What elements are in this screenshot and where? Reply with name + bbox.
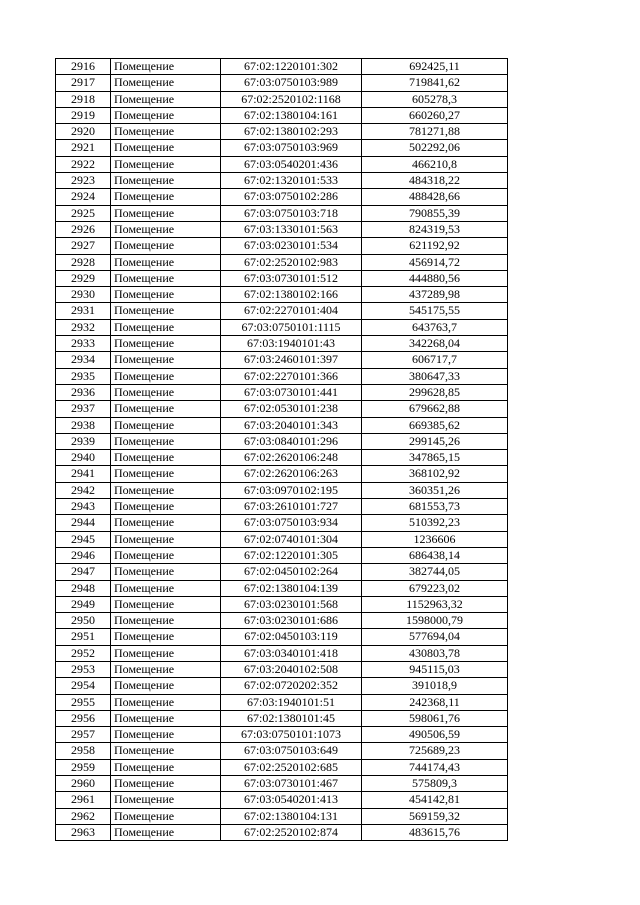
object-type-cell: Помещение [111, 319, 221, 335]
cadastral-number-cell: 67:02:2520102:685 [221, 759, 362, 775]
cadastral-number-cell: 67:03:0840101:296 [221, 433, 362, 449]
cadastral-number-cell: 67:02:1380102:293 [221, 124, 362, 140]
value-cell: 781271,88 [362, 124, 508, 140]
row-number-cell: 2959 [56, 759, 111, 775]
cadastral-number-cell: 67:02:0530101:238 [221, 401, 362, 417]
object-type-cell: Помещение [111, 466, 221, 482]
row-number-cell: 2928 [56, 254, 111, 270]
value-cell: 360351,26 [362, 482, 508, 498]
row-number-cell: 2950 [56, 613, 111, 629]
table-row [56, 710, 508, 726]
row-number-cell: 2925 [56, 205, 111, 221]
table-row [56, 694, 508, 710]
table-row [56, 759, 508, 775]
value-cell: 242368,11 [362, 694, 508, 710]
table-row [56, 776, 508, 792]
value-cell: 681553,73 [362, 499, 508, 515]
row-number-cell: 2940 [56, 450, 111, 466]
value-cell: 692425,11 [362, 59, 508, 75]
cadastral-number-cell: 67:03:0230101:534 [221, 238, 362, 254]
cadastral-number-cell: 67:03:2610101:727 [221, 499, 362, 515]
row-number-cell: 2962 [56, 808, 111, 824]
table-row [56, 613, 508, 629]
value-cell: 1152963,32 [362, 596, 508, 612]
row-number-cell: 2952 [56, 645, 111, 661]
object-type-cell: Помещение [111, 596, 221, 612]
value-cell: 510392,23 [362, 515, 508, 531]
cadastral-number-cell: 67:03:0540201:413 [221, 792, 362, 808]
table-row [56, 808, 508, 824]
object-type-cell: Помещение [111, 433, 221, 449]
value-cell: 483615,76 [362, 824, 508, 840]
object-type-cell: Помещение [111, 91, 221, 107]
table-row [56, 91, 508, 107]
value-cell: 945115,03 [362, 661, 508, 677]
table-row [56, 124, 508, 140]
value-cell: 790855,39 [362, 205, 508, 221]
object-type-cell: Помещение [111, 59, 221, 75]
cadastral-number-cell: 67:03:1940101:43 [221, 336, 362, 352]
row-number-cell: 2927 [56, 238, 111, 254]
value-cell: 437289,98 [362, 287, 508, 303]
value-cell: 679223,02 [362, 580, 508, 596]
cadastral-number-cell: 67:02:1320101:533 [221, 173, 362, 189]
value-cell: 490506,59 [362, 727, 508, 743]
cadastral-number-cell: 67:03:0750102:286 [221, 189, 362, 205]
object-type-cell: Помещение [111, 547, 221, 563]
table-row [56, 319, 508, 335]
cadastral-number-cell: 67:02:2520102:983 [221, 254, 362, 270]
object-type-cell: Помещение [111, 156, 221, 172]
object-type-cell: Помещение [111, 124, 221, 140]
table-row [56, 482, 508, 498]
value-cell: 569159,32 [362, 808, 508, 824]
value-cell: 1236606 [362, 531, 508, 547]
table-row [56, 596, 508, 612]
table-row [56, 270, 508, 286]
value-cell: 824319,53 [362, 221, 508, 237]
cadastral-number-cell: 67:02:0450102:264 [221, 564, 362, 580]
cadastral-number-cell: 67:03:1940101:51 [221, 694, 362, 710]
value-cell: 575809,3 [362, 776, 508, 792]
object-type-cell: Помещение [111, 515, 221, 531]
cadastral-number-cell: 67:03:0750103:989 [221, 75, 362, 91]
cadastral-number-cell: 67:03:1330101:563 [221, 221, 362, 237]
row-number-cell: 2920 [56, 124, 111, 140]
value-cell: 488428,66 [362, 189, 508, 205]
cadastral-number-cell: 67:03:2040102:508 [221, 661, 362, 677]
object-type-cell: Помещение [111, 482, 221, 498]
cadastral-number-cell: 67:02:1220101:302 [221, 59, 362, 75]
value-cell: 456914,72 [362, 254, 508, 270]
table-row [56, 727, 508, 743]
object-type-cell: Помещение [111, 75, 221, 91]
value-cell: 382744,05 [362, 564, 508, 580]
table-row [56, 189, 508, 205]
cadastral-number-cell: 67:02:2620106:263 [221, 466, 362, 482]
table-row [56, 433, 508, 449]
cadastral-number-cell: 67:02:2520102:874 [221, 824, 362, 840]
cadastral-number-cell: 67:03:0730101:512 [221, 270, 362, 286]
table-row [56, 238, 508, 254]
table-row [56, 140, 508, 156]
row-number-cell: 2932 [56, 319, 111, 335]
row-number-cell: 2934 [56, 352, 111, 368]
cadastral-number-cell: 67:02:2270101:366 [221, 368, 362, 384]
row-number-cell: 2963 [56, 824, 111, 840]
table-row [56, 824, 508, 840]
object-type-cell: Помещение [111, 287, 221, 303]
cadastral-number-cell: 67:02:0740101:304 [221, 531, 362, 547]
table-row [56, 645, 508, 661]
cadastral-number-cell: 67:03:2460101:397 [221, 352, 362, 368]
object-type-cell: Помещение [111, 384, 221, 400]
row-number-cell: 2943 [56, 499, 111, 515]
table-row [56, 303, 508, 319]
cadastral-number-cell: 67:03:0970102:195 [221, 482, 362, 498]
row-number-cell: 2941 [56, 466, 111, 482]
cadastral-number-cell: 67:02:1380104:139 [221, 580, 362, 596]
value-cell: 669385,62 [362, 417, 508, 433]
table-row [56, 515, 508, 531]
object-type-cell: Помещение [111, 107, 221, 123]
object-type-cell: Помещение [111, 710, 221, 726]
value-cell: 606717,7 [362, 352, 508, 368]
cadastral-number-cell: 67:02:2520102:1168 [221, 91, 362, 107]
cadastral-number-cell: 67:02:2270101:404 [221, 303, 362, 319]
object-type-cell: Помещение [111, 661, 221, 677]
row-number-cell: 2922 [56, 156, 111, 172]
row-number-cell: 2961 [56, 792, 111, 808]
table-row [56, 580, 508, 596]
cadastral-number-cell: 67:03:0750101:1073 [221, 727, 362, 743]
value-cell: 368102,92 [362, 466, 508, 482]
table-row [56, 368, 508, 384]
cadastral-number-cell: 67:03:0540201:436 [221, 156, 362, 172]
cadastral-number-cell: 67:03:0750101:1115 [221, 319, 362, 335]
property-table-body [56, 59, 508, 841]
row-number-cell: 2949 [56, 596, 111, 612]
object-type-cell: Помещение [111, 580, 221, 596]
table-row [56, 205, 508, 221]
value-cell: 719841,62 [362, 75, 508, 91]
row-number-cell: 2933 [56, 336, 111, 352]
table-row [56, 466, 508, 482]
row-number-cell: 2918 [56, 91, 111, 107]
table-row [56, 59, 508, 75]
row-number-cell: 2947 [56, 564, 111, 580]
object-type-cell: Помещение [111, 613, 221, 629]
value-cell: 744174,43 [362, 759, 508, 775]
table-row [56, 743, 508, 759]
object-type-cell: Помещение [111, 727, 221, 743]
object-type-cell: Помещение [111, 238, 221, 254]
table-row [56, 384, 508, 400]
object-type-cell: Помещение [111, 401, 221, 417]
row-number-cell: 2935 [56, 368, 111, 384]
object-type-cell: Помещение [111, 694, 221, 710]
value-cell: 577694,04 [362, 629, 508, 645]
row-number-cell: 2954 [56, 678, 111, 694]
cadastral-number-cell: 67:02:0720202:352 [221, 678, 362, 694]
row-number-cell: 2926 [56, 221, 111, 237]
object-type-cell: Помещение [111, 645, 221, 661]
table-row [56, 107, 508, 123]
value-cell: 454142,81 [362, 792, 508, 808]
row-number-cell: 2919 [56, 107, 111, 123]
table-row [56, 564, 508, 580]
row-number-cell: 2951 [56, 629, 111, 645]
row-number-cell: 2938 [56, 417, 111, 433]
value-cell: 725689,23 [362, 743, 508, 759]
object-type-cell: Помещение [111, 743, 221, 759]
object-type-cell: Помещение [111, 531, 221, 547]
value-cell: 1598000,79 [362, 613, 508, 629]
row-number-cell: 2957 [56, 727, 111, 743]
value-cell: 502292,06 [362, 140, 508, 156]
value-cell: 660260,27 [362, 107, 508, 123]
value-cell: 299145,26 [362, 433, 508, 449]
row-number-cell: 2916 [56, 59, 111, 75]
cadastral-number-cell: 67:03:0730101:441 [221, 384, 362, 400]
object-type-cell: Помещение [111, 417, 221, 433]
table-row [56, 173, 508, 189]
row-number-cell: 2946 [56, 547, 111, 563]
table-row [56, 336, 508, 352]
cadastral-number-cell: 67:02:0450103:119 [221, 629, 362, 645]
cadastral-number-cell: 67:02:1220101:305 [221, 547, 362, 563]
value-cell: 391018,9 [362, 678, 508, 694]
cadastral-number-cell: 67:03:0750103:649 [221, 743, 362, 759]
value-cell: 643763,7 [362, 319, 508, 335]
cadastral-number-cell: 67:02:1380101:45 [221, 710, 362, 726]
row-number-cell: 2937 [56, 401, 111, 417]
table-row [56, 156, 508, 172]
value-cell: 299628,85 [362, 384, 508, 400]
object-type-cell: Помещение [111, 173, 221, 189]
object-type-cell: Помещение [111, 352, 221, 368]
object-type-cell: Помещение [111, 759, 221, 775]
value-cell: 621192,92 [362, 238, 508, 254]
value-cell: 347865,15 [362, 450, 508, 466]
table-row [56, 678, 508, 694]
cadastral-number-cell: 67:02:1380104:131 [221, 808, 362, 824]
object-type-cell: Помещение [111, 221, 221, 237]
cadastral-number-cell: 67:03:0230101:686 [221, 613, 362, 629]
row-number-cell: 2955 [56, 694, 111, 710]
table-row [56, 792, 508, 808]
row-number-cell: 2921 [56, 140, 111, 156]
object-type-cell: Помещение [111, 205, 221, 221]
value-cell: 605278,3 [362, 91, 508, 107]
value-cell: 598061,76 [362, 710, 508, 726]
table-row [56, 629, 508, 645]
cadastral-number-cell: 67:03:0750103:718 [221, 205, 362, 221]
object-type-cell: Помещение [111, 499, 221, 515]
cadastral-number-cell: 67:02:2620106:248 [221, 450, 362, 466]
table-row [56, 75, 508, 91]
value-cell: 342268,04 [362, 336, 508, 352]
object-type-cell: Помещение [111, 189, 221, 205]
row-number-cell: 2936 [56, 384, 111, 400]
table-row [56, 221, 508, 237]
object-type-cell: Помещение [111, 303, 221, 319]
row-number-cell: 2942 [56, 482, 111, 498]
object-type-cell: Помещение [111, 678, 221, 694]
table-row [56, 499, 508, 515]
cadastral-number-cell: 67:03:0340101:418 [221, 645, 362, 661]
table-row [56, 661, 508, 677]
row-number-cell: 2917 [56, 75, 111, 91]
object-type-cell: Помещение [111, 450, 221, 466]
object-type-cell: Помещение [111, 792, 221, 808]
object-type-cell: Помещение [111, 140, 221, 156]
object-type-cell: Помещение [111, 776, 221, 792]
cadastral-number-cell: 67:03:0230101:568 [221, 596, 362, 612]
table-row [56, 254, 508, 270]
row-number-cell: 2958 [56, 743, 111, 759]
value-cell: 545175,55 [362, 303, 508, 319]
table-row [56, 531, 508, 547]
object-type-cell: Помещение [111, 368, 221, 384]
row-number-cell: 2923 [56, 173, 111, 189]
object-type-cell: Помещение [111, 629, 221, 645]
value-cell: 444880,56 [362, 270, 508, 286]
table-row [56, 287, 508, 303]
row-number-cell: 2956 [56, 710, 111, 726]
table-row [56, 352, 508, 368]
table-row [56, 547, 508, 563]
row-number-cell: 2930 [56, 287, 111, 303]
object-type-cell: Помещение [111, 564, 221, 580]
object-type-cell: Помещение [111, 336, 221, 352]
row-number-cell: 2953 [56, 661, 111, 677]
object-type-cell: Помещение [111, 808, 221, 824]
value-cell: 686438,14 [362, 547, 508, 563]
row-number-cell: 2960 [56, 776, 111, 792]
table-row [56, 450, 508, 466]
row-number-cell: 2948 [56, 580, 111, 596]
property-table [55, 58, 508, 841]
cadastral-number-cell: 67:03:0730101:467 [221, 776, 362, 792]
object-type-cell: Помещение [111, 270, 221, 286]
cadastral-number-cell: 67:02:1380102:166 [221, 287, 362, 303]
value-cell: 466210,8 [362, 156, 508, 172]
row-number-cell: 2931 [56, 303, 111, 319]
row-number-cell: 2924 [56, 189, 111, 205]
object-type-cell: Помещение [111, 824, 221, 840]
cadastral-number-cell: 67:03:0750103:969 [221, 140, 362, 156]
row-number-cell: 2929 [56, 270, 111, 286]
cadastral-number-cell: 67:02:1380104:161 [221, 107, 362, 123]
table-row [56, 417, 508, 433]
object-type-cell: Помещение [111, 254, 221, 270]
value-cell: 679662,88 [362, 401, 508, 417]
table-row [56, 401, 508, 417]
row-number-cell: 2939 [56, 433, 111, 449]
row-number-cell: 2945 [56, 531, 111, 547]
value-cell: 380647,33 [362, 368, 508, 384]
cadastral-number-cell: 67:03:0750103:934 [221, 515, 362, 531]
cadastral-number-cell: 67:03:2040101:343 [221, 417, 362, 433]
value-cell: 430803,78 [362, 645, 508, 661]
row-number-cell: 2944 [56, 515, 111, 531]
value-cell: 484318,22 [362, 173, 508, 189]
